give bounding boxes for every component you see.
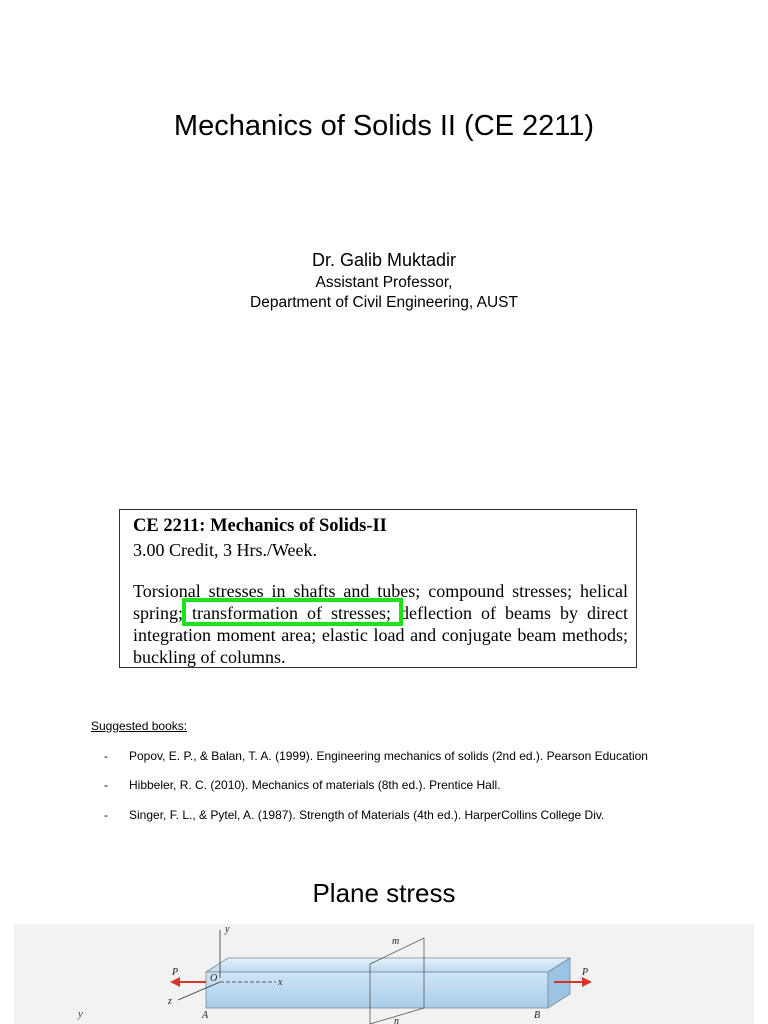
author-department: Department of Civil Engineering, AUST <box>250 294 518 311</box>
author-role: Assistant Professor, <box>315 274 453 291</box>
syllabus-line: integration moment area; elastic load and conjugate beam methods; <box>133 625 628 645</box>
y-axis-label: y <box>225 924 230 935</box>
plane-stress-figure <box>14 924 754 1024</box>
bar-front-face <box>206 972 548 1008</box>
section-n-label: n <box>394 1016 399 1024</box>
course-credit: 3.00 Credit, 3 Hrs./Week. <box>133 540 318 560</box>
load-right-label: P <box>582 967 589 978</box>
book-citation: Popov, E. P., & Balan, T. A. (1999). Engineering mechanics of solids (2nd ed.). Pearson Education <box>129 749 648 763</box>
highlight-box <box>182 598 403 626</box>
syllabus-line: buckling of columns. <box>133 647 286 667</box>
book-citation: Singer, F. L., & Pytel, A. (1987). Strength of Materials (4th ed.). HarperCollins College Div. <box>129 808 605 822</box>
suggested-books-heading: Suggested books: <box>91 719 188 733</box>
point-a-label: A <box>202 1010 209 1021</box>
syllabus-line: Torsional stresses in shafts and tubes; compound stresses; helical <box>133 581 628 601</box>
list-dash: - <box>104 808 108 822</box>
z-axis-label: z <box>168 996 172 1007</box>
book-citation: Hibbeler, R. C. (2010). Mechanics of materials (8th ed.). Prentice Hall. <box>129 778 501 792</box>
corner-axis-label: y <box>78 1008 83 1020</box>
course-description-box <box>119 509 637 668</box>
x-axis-label: x <box>278 977 283 988</box>
list-dash: - <box>104 749 108 763</box>
author-name: Dr. Galib Muktadir <box>311 250 457 270</box>
point-b-label: B <box>534 1010 541 1021</box>
plane-stress-title: Plane stress <box>312 878 456 908</box>
section-m-label: m <box>392 936 400 947</box>
origin-label: O <box>210 973 218 984</box>
course-heading: CE 2211: Mechanics of Solids-II <box>133 516 387 536</box>
bar-top-face <box>206 958 570 972</box>
syllabus-line: spring; transformation of stresses; deflection of beams by direct <box>133 603 628 623</box>
load-left-label: P <box>172 967 179 978</box>
page-title: Mechanics of Solids II (CE 2211) <box>173 110 595 142</box>
list-dash: - <box>104 778 108 792</box>
